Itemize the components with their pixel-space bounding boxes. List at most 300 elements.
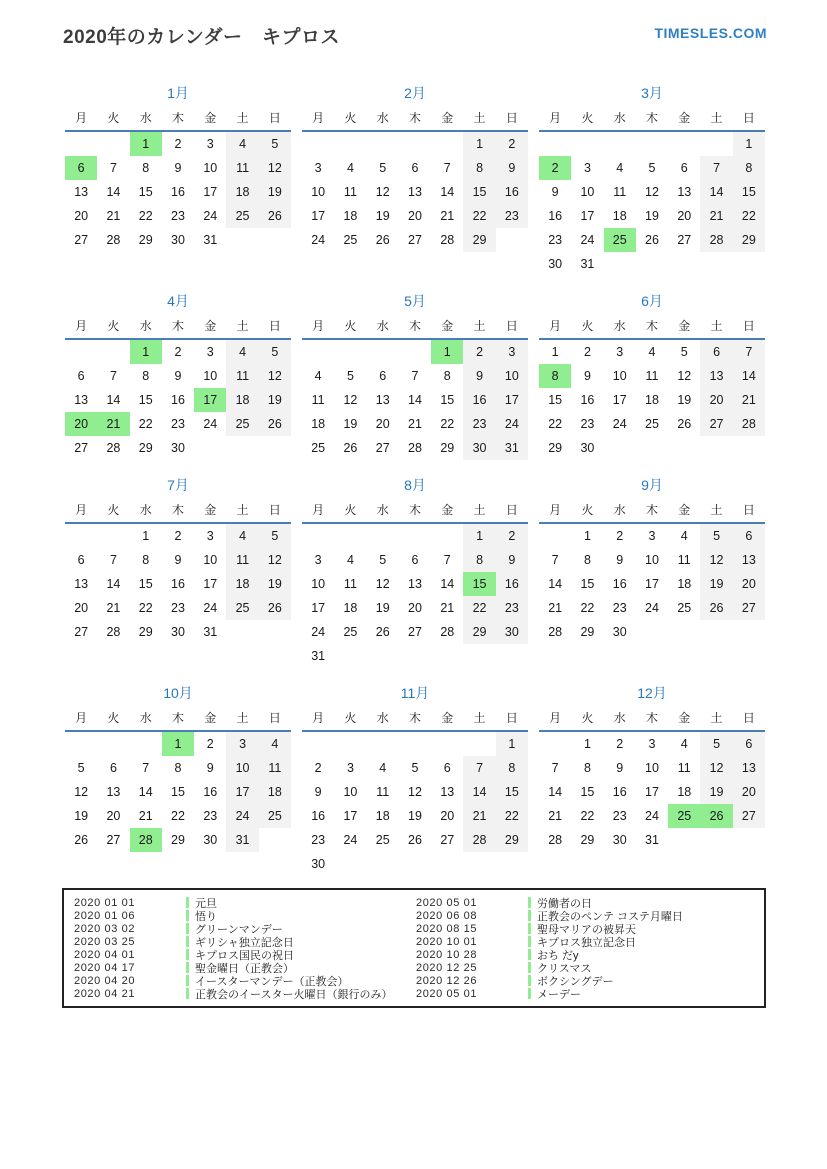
holiday-marker-bar [186,975,189,986]
day-cell: 25 [226,204,258,228]
weekday-label: 木 [408,711,421,725]
day-cell: 13 [733,548,765,572]
day-cell: 10 [343,785,358,799]
day-cell: 9 [463,364,495,388]
day-cell: 20 [408,209,422,223]
day-cell-empty [367,340,399,364]
day-cell: 10 [496,364,528,388]
day-cell: 18 [375,809,390,823]
day-cell: 2 [496,132,528,156]
day-cell: 7 [551,761,559,775]
day-cell: 4 [259,732,291,756]
day-cell: 29 [496,828,528,852]
day-cell: 22 [138,209,153,223]
weekday-label: 土 [236,319,249,333]
weekday-label: 金 [204,711,217,725]
day-cell: 29 [138,441,153,455]
day-cell: 7 [443,161,451,175]
weekday-label: 火 [107,319,120,333]
legend-date: 2020 01 06 [74,909,136,922]
day-cell: 17 [645,785,659,799]
weekday-label: 木 [408,319,421,333]
day-cell-empty [65,732,97,756]
day-cell: 12 [259,548,291,572]
weekday-label: 火 [107,711,120,725]
page-title: 2020年のカレンダー キプロス [63,27,341,48]
day-cell-empty [539,732,571,756]
weekday-label: 金 [441,319,454,333]
day-cell: 19 [375,209,390,223]
day-cell: 6 [443,761,451,775]
day-cell: 15 [138,577,153,591]
day-cell: 22 [496,804,528,828]
weekday-label: 土 [236,503,249,517]
weekday-label: 月 [312,503,325,517]
day-cell-empty [302,732,334,756]
weekday-label: 金 [678,503,691,517]
holiday-marker-bar [186,923,189,934]
holiday-marker-bar [528,936,531,947]
day-cell: 3 [206,345,214,359]
legend-label: メーデー [537,988,581,1001]
holiday-marker-bar [528,910,531,921]
legend-label: 正教会のイースター火曜日（銀行のみ） [195,988,393,1001]
weekday-label: 土 [473,711,486,725]
day-cell: 16 [612,577,627,591]
legend-label: グリーンマンデー [195,923,283,936]
weekday-header-row [539,108,765,132]
day-cell: 21 [106,209,121,223]
weekday-label: 月 [75,319,88,333]
day-cell: 11 [343,577,357,591]
legend-date: 2020 12 26 [416,974,478,987]
weekday-label: 日 [742,319,755,333]
weekday-label: 木 [171,111,184,125]
day-cell: 22 [463,204,495,228]
day-cell: 23 [496,596,528,620]
day-cell: 11 [677,761,691,775]
day-cell: 27 [375,441,390,455]
day-cell: 30 [171,233,185,247]
day-cell: 3 [346,761,354,775]
day-cell: 6 [733,732,765,756]
day-cell: 3 [314,161,322,175]
day-cell: 20 [733,572,765,596]
weekday-label: 金 [204,111,217,125]
legend-date: 2020 03 02 [74,922,136,935]
legend-date: 2020 04 17 [74,961,136,974]
day-cell: 23 [580,417,595,431]
day-cell: 16 [580,393,595,407]
day-cell: 4 [226,524,258,548]
month-10 [65,682,291,876]
day-cell: 19 [74,809,89,823]
day-cell: 13 [733,756,765,780]
day-cell: 29 [463,228,495,252]
weekday-header-row [539,500,765,524]
day-cell: 13 [74,185,89,199]
day-cell-empty [334,132,366,156]
day-cell: 7 [411,369,419,383]
day-cell: 14 [106,393,121,407]
day-cell: 23 [463,412,495,436]
day-cell: 14 [440,185,455,199]
day-cell: 29 [440,441,455,455]
day-cell: 17 [496,388,528,412]
day-cell: 30 [612,833,627,847]
weekday-label: 水 [613,711,626,725]
weekday-label: 土 [710,711,723,725]
day-cell: 18 [677,785,692,799]
day-cell: 5 [680,345,688,359]
day-cell: 7 [700,156,732,180]
day-cell: 12 [343,393,358,407]
day-cell: 9 [314,785,322,799]
day-cell: 5 [700,524,732,548]
weekday-label: 日 [505,319,518,333]
day-cell: 31 [226,828,258,852]
holiday-marker-bar [186,949,189,960]
day-cell: 28 [733,412,765,436]
weekday-label: 水 [376,111,389,125]
weekday-label: 月 [549,319,562,333]
holiday-marker-bar [186,910,189,921]
day-cell: 27 [700,412,732,436]
legend-date: 2020 01 01 [74,896,136,909]
weekday-label: 土 [473,111,486,125]
day-cell: 31 [203,233,218,247]
day-cell: 11 [226,548,258,572]
months-grid [65,82,765,876]
holiday-marker-bar [186,962,189,973]
day-cell: 17 [203,185,218,199]
day-cell-empty [334,524,366,548]
day-cell: 19 [700,780,732,804]
day-cell: 26 [343,441,358,455]
day-cell-empty [431,132,463,156]
legend-date: 2020 08 15 [416,922,478,935]
day-cell-empty [463,732,495,756]
weekday-label: 月 [75,503,88,517]
day-cell: 15 [463,180,495,204]
day-cell: 15 [440,393,455,407]
legend-label: 正教会のペンテ コステ月曜日 [537,910,683,923]
day-cell: 11 [259,756,291,780]
day-cell: 8 [443,369,451,383]
day-cell: 1 [583,737,591,751]
day-cell: 6 [77,369,85,383]
day-cell-empty [65,132,97,156]
legend-label: 元旦 [195,897,217,910]
month-5 [302,290,528,460]
day-cell: 17 [203,577,218,591]
weekday-label: 火 [107,503,120,517]
day-cell: 20 [440,809,455,823]
day-cell: 9 [206,761,214,775]
day-cell: 14 [700,180,732,204]
day-cell: 28 [548,833,563,847]
day-cell: 10 [645,761,659,775]
day-cell: 10 [645,553,659,567]
day-cell: 19 [375,601,390,615]
day-cell: 7 [463,756,495,780]
day-cell: 17 [645,577,659,591]
day-cell: 26 [700,596,732,620]
day-cell: 11 [613,185,627,199]
day-cell: 4 [648,345,656,359]
weekday-label: 水 [139,319,152,333]
month-12 [539,682,765,876]
day-cell: 21 [440,601,455,615]
day-cell: 9 [616,761,624,775]
day-cell: 28 [106,233,121,247]
day-cell: 1 [496,732,528,756]
weekday-label: 火 [344,503,357,517]
day-cell: 4 [346,553,354,567]
day-cell: 20 [106,809,121,823]
day-cell: 2 [616,529,624,543]
legend-label: 悟り [195,910,217,923]
day-cell-empty [399,732,431,756]
day-cell: 21 [733,388,765,412]
weekday-header-row [302,708,528,732]
day-cell: 30 [171,625,185,639]
day-cell: 13 [677,185,692,199]
day-cell: 25 [668,804,700,828]
day-cell: 27 [440,833,455,847]
month-title: 1月 [167,85,189,101]
weekday-label: 水 [613,319,626,333]
day-cell: 25 [645,417,659,431]
weekday-label: 月 [75,111,88,125]
day-grid [65,732,291,852]
weekday-label: 月 [312,111,325,125]
weekday-label: 水 [139,503,152,517]
weekday-label: 月 [549,111,562,125]
day-cell: 25 [226,596,258,620]
weekday-label: 火 [344,319,357,333]
day-cell: 1 [130,340,162,364]
day-cell: 22 [580,809,595,823]
day-cell: 10 [203,369,218,383]
day-cell: 18 [226,572,258,596]
weekday-label: 木 [408,503,421,517]
day-cell: 16 [612,785,627,799]
day-cell: 4 [379,761,387,775]
day-cell: 14 [408,393,422,407]
day-cell: 9 [616,553,624,567]
day-cell: 27 [408,625,422,639]
day-cell: 8 [142,553,150,567]
day-cell: 16 [463,388,495,412]
day-cell: 12 [74,785,89,799]
day-cell: 7 [109,369,117,383]
day-cell: 10 [311,185,326,199]
day-grid [302,340,528,460]
day-cell: 23 [203,809,218,823]
day-cell: 22 [138,601,153,615]
day-cell: 2 [174,137,182,151]
legend-entry [74,987,416,1000]
day-cell: 19 [259,388,291,412]
day-cell: 4 [346,161,354,175]
day-cell: 17 [580,209,595,223]
day-cell: 11 [645,369,659,383]
day-cell: 27 [408,233,422,247]
day-cell: 26 [700,804,732,828]
day-cell: 23 [311,833,326,847]
day-cell: 11 [311,393,325,407]
day-cell: 25 [343,625,358,639]
day-cell: 8 [583,761,591,775]
day-cell-empty [97,340,129,364]
weekday-label: 日 [742,503,755,517]
day-cell: 20 [677,209,692,223]
day-cell: 8 [463,156,495,180]
day-cell: 8 [174,761,182,775]
legend-column-1 [74,896,416,1000]
day-cell: 25 [375,833,390,847]
day-cell: 16 [496,180,528,204]
day-cell: 18 [612,209,627,223]
day-cell: 28 [700,228,732,252]
day-cell: 26 [74,833,89,847]
weekday-label: 火 [581,711,594,725]
day-cell: 28 [463,828,495,852]
day-cell: 22 [733,204,765,228]
day-cell: 22 [548,417,563,431]
day-cell: 24 [580,233,595,247]
day-cell: 3 [648,737,656,751]
day-grid [65,340,291,460]
legend-date: 2020 05 01 [416,896,478,909]
day-cell: 20 [74,209,89,223]
day-cell: 1 [463,524,495,548]
day-cell: 6 [733,524,765,548]
day-cell: 30 [548,257,563,271]
day-cell: 9 [174,369,182,383]
day-cell: 18 [226,180,258,204]
day-cell: 14 [106,577,121,591]
day-cell: 21 [548,809,563,823]
day-cell-empty [65,524,97,548]
holiday-marker-bar [186,936,189,947]
day-cell: 7 [733,340,765,364]
day-cell: 30 [463,436,495,460]
day-cell: 24 [311,625,326,639]
day-cell: 18 [343,601,358,615]
day-cell: 10 [580,185,595,199]
day-grid [65,132,291,252]
month-6 [539,290,765,460]
day-cell: 24 [311,233,326,247]
day-cell: 15 [496,780,528,804]
day-cell: 12 [408,785,422,799]
day-cell-empty [65,340,97,364]
month-8 [302,474,528,668]
day-cell: 2 [314,761,322,775]
day-cell: 7 [109,553,117,567]
day-cell: 28 [130,828,162,852]
day-cell: 5 [77,761,85,775]
holiday-marker-bar [528,923,531,934]
weekday-label: 金 [441,711,454,725]
day-cell: 24 [612,417,627,431]
day-cell: 23 [548,233,563,247]
day-grid [65,524,291,644]
day-cell: 28 [408,441,422,455]
day-grid [539,732,765,852]
day-cell: 14 [106,185,121,199]
day-cell: 10 [311,577,326,591]
page-header [0,0,827,56]
day-cell: 31 [311,649,326,663]
day-cell: 12 [645,185,659,199]
day-cell: 1 [551,345,559,359]
month-title: 3月 [641,85,663,101]
day-cell: 19 [700,572,732,596]
day-cell: 11 [226,156,258,180]
day-cell: 16 [171,185,185,199]
day-cell: 19 [408,809,422,823]
month-2 [302,82,528,276]
day-cell: 6 [680,161,688,175]
day-cell: 9 [551,185,559,199]
day-cell: 15 [463,572,495,596]
day-cell: 9 [496,156,528,180]
day-cell: 4 [616,161,624,175]
day-cell: 5 [379,553,387,567]
day-cell: 15 [580,785,595,799]
day-cell: 19 [677,393,692,407]
weekday-label: 日 [505,711,518,725]
weekday-label: 木 [645,711,658,725]
weekday-header-row [539,708,765,732]
day-cell: 24 [496,412,528,436]
day-cell: 24 [645,809,659,823]
day-cell-empty [539,132,571,156]
day-cell: 7 [109,161,117,175]
weekday-label: 火 [344,111,357,125]
day-cell: 29 [138,625,153,639]
weekday-label: 金 [204,319,217,333]
day-cell: 26 [259,204,291,228]
day-cell-empty [604,132,636,156]
day-cell: 25 [343,233,358,247]
day-grid [539,132,765,276]
day-cell: 16 [171,393,185,407]
weekday-label: 金 [441,111,454,125]
day-cell: 25 [311,441,326,455]
day-cell: 5 [259,524,291,548]
weekday-label: 木 [408,111,421,125]
weekday-label: 月 [312,319,325,333]
day-cell: 14 [440,577,455,591]
day-cell: 27 [74,441,89,455]
weekday-label: 水 [613,503,626,517]
day-cell: 21 [700,204,732,228]
day-cell: 4 [680,737,688,751]
weekday-label: 月 [549,711,562,725]
legend-date: 2020 10 01 [416,935,478,948]
day-cell: 27 [74,625,89,639]
day-cell: 26 [259,412,291,436]
day-cell: 30 [311,857,326,871]
day-cell: 12 [375,577,390,591]
day-cell: 1 [431,340,463,364]
day-cell: 6 [109,761,117,775]
timesles-logo-link[interactable]: TIMESLES.COM [654,25,767,41]
